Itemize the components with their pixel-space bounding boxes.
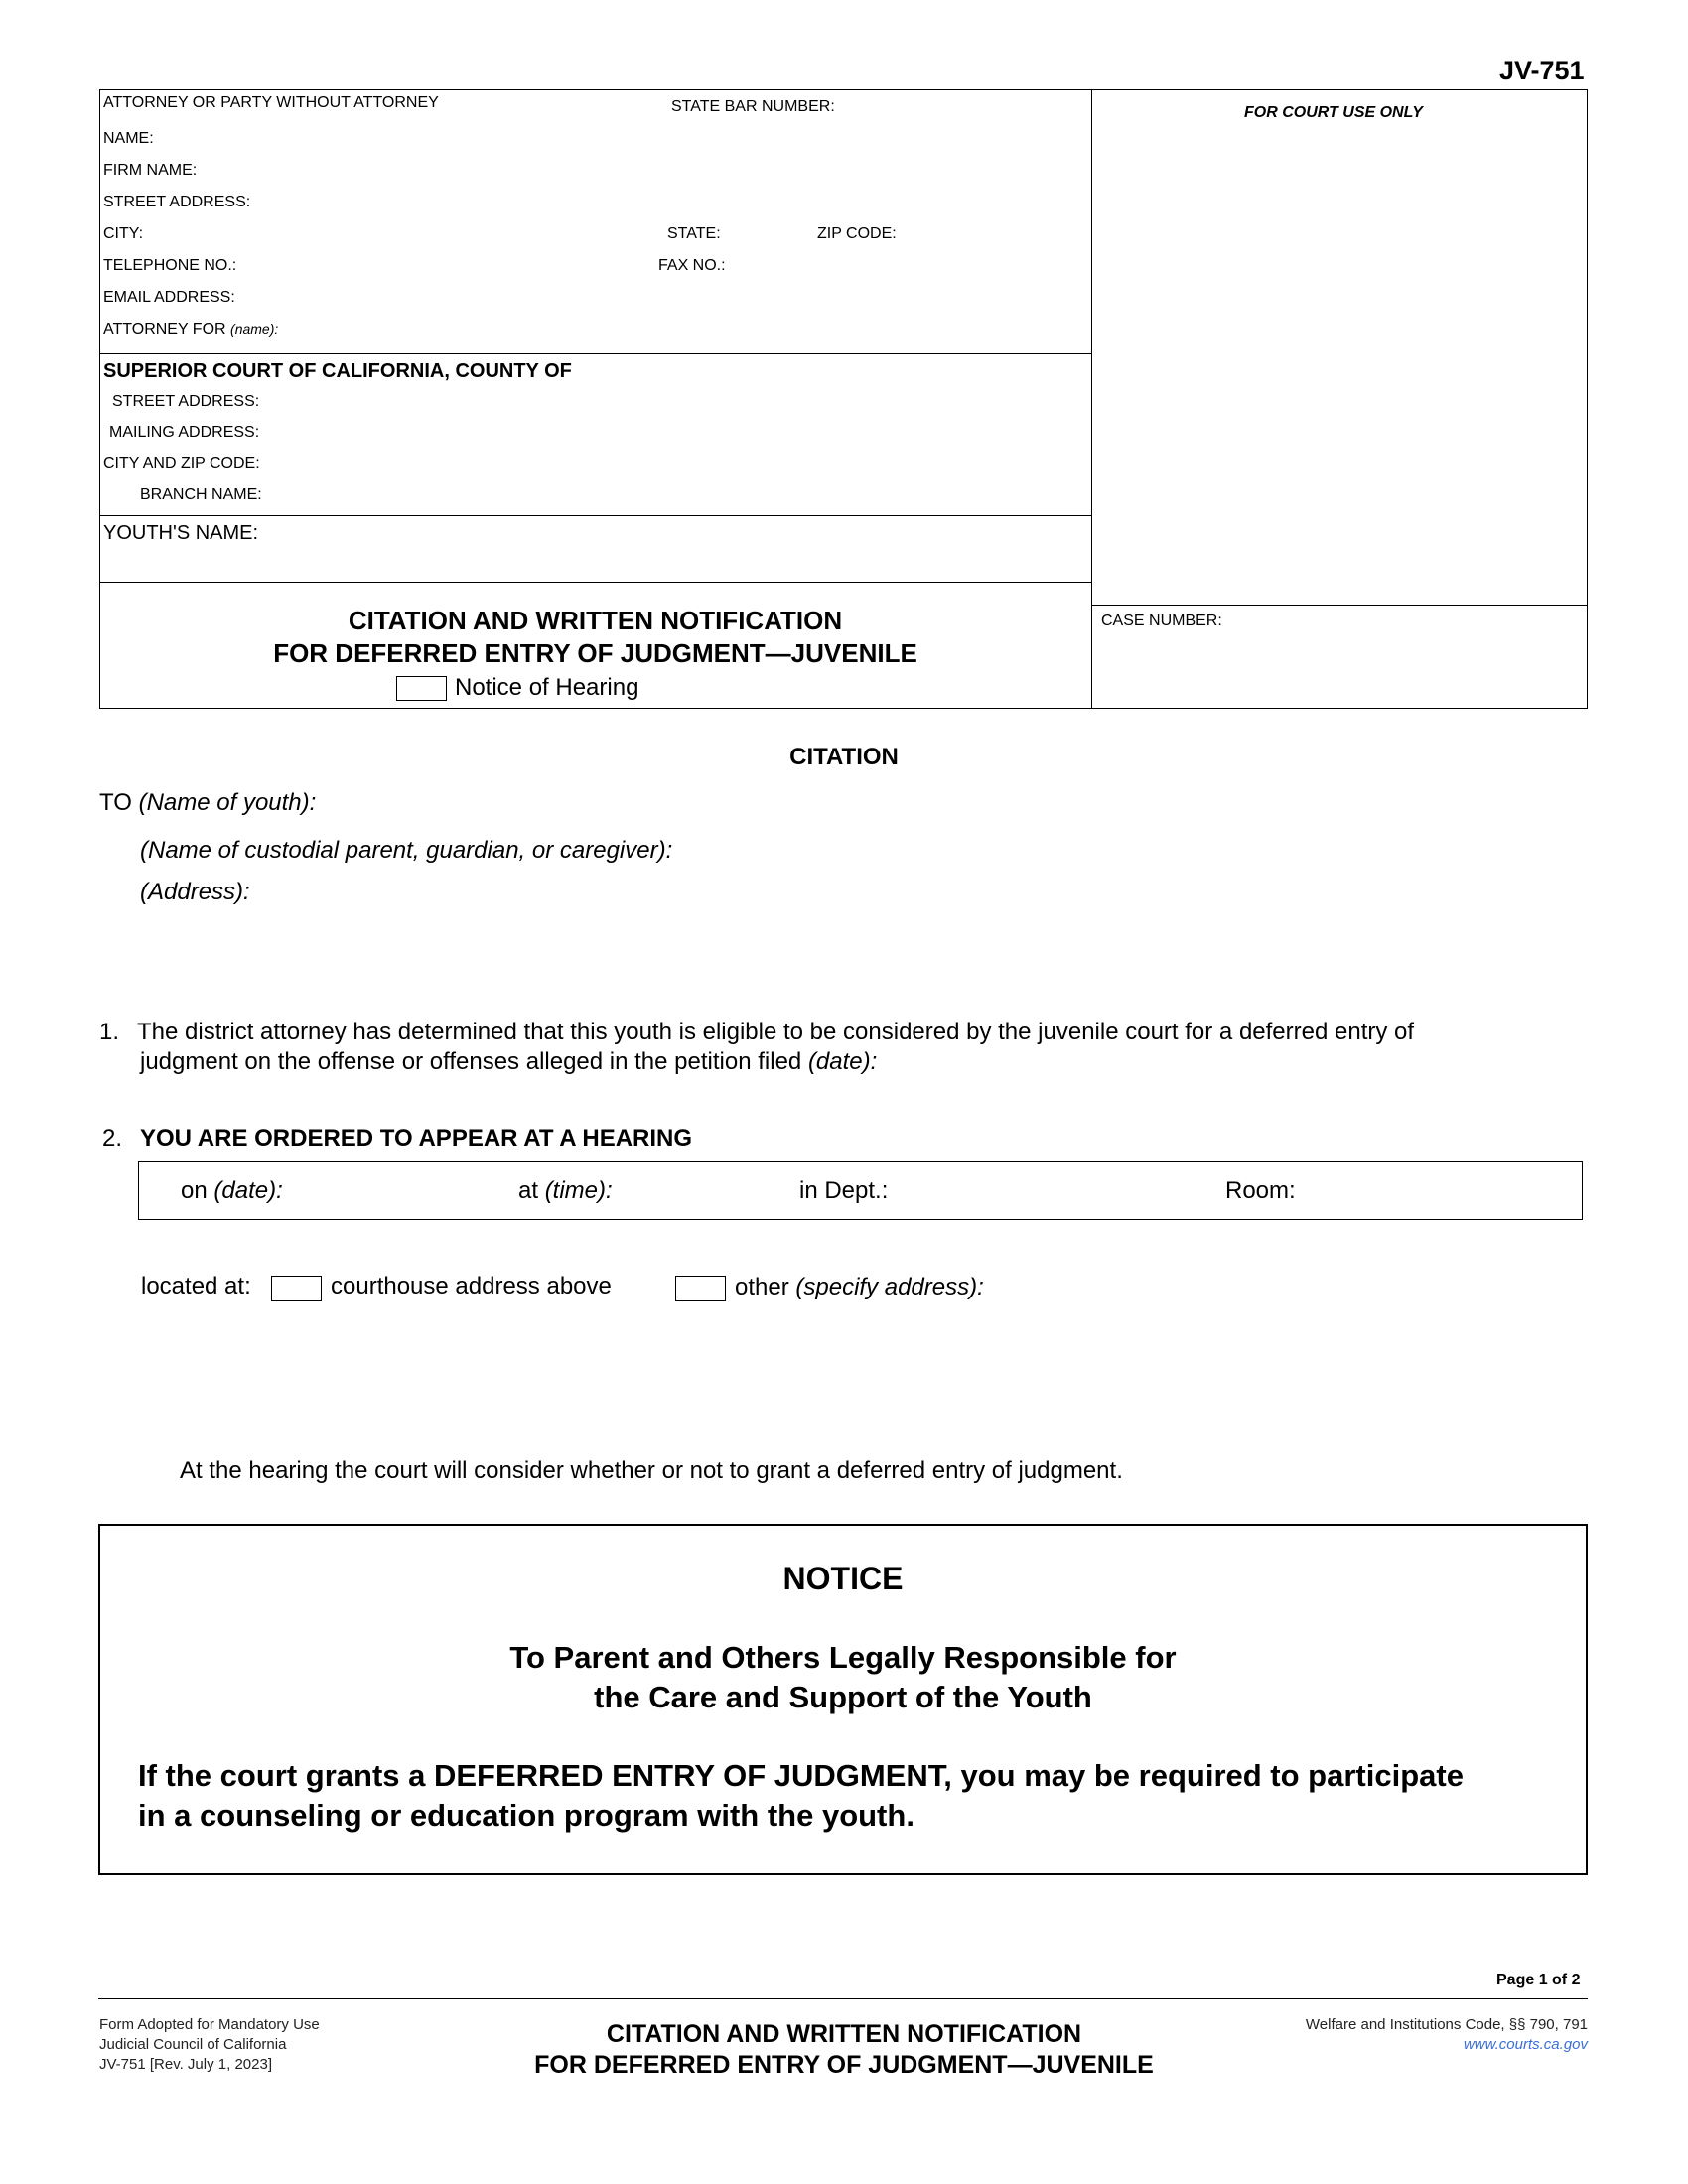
- footer-adopted-line3: JV-751 [Rev. July 1, 2023]: [99, 2056, 272, 2073]
- court-use-label: FOR COURT USE ONLY: [1244, 104, 1423, 121]
- city-label: CITY:: [103, 225, 144, 242]
- to-label: TO (Name of youth):: [99, 789, 317, 816]
- zip-label: ZIP CODE:: [817, 225, 897, 242]
- footer-adopted-line1: Form Adopted for Mandatory Use: [99, 2016, 320, 2033]
- telephone-label: TELEPHONE NO.:: [103, 257, 237, 274]
- notice-heading: NOTICE: [782, 1561, 904, 1596]
- hearing-time-label: at (time):: [518, 1177, 613, 1204]
- item2-heading: YOU ARE ORDERED TO APPEAR AT A HEARING: [140, 1125, 693, 1152]
- caption-line-youth: [99, 515, 1091, 516]
- firm-name-label: FIRM NAME:: [103, 162, 198, 179]
- footer-title-line1: CITATION AND WRITTEN NOTIFICATION: [606, 2020, 1082, 2048]
- footer-code: Welfare and Institutions Code, §§ 790, 791: [1305, 2016, 1588, 2033]
- other-address-checkbox[interactable]: [675, 1276, 726, 1301]
- caption-line-title: [99, 582, 1091, 583]
- form-number: JV-751: [1499, 56, 1585, 85]
- located-at-label: located at:: [141, 1273, 251, 1299]
- hearing-date-label: on (date):: [181, 1177, 283, 1204]
- attorney-heading: ATTORNEY OR PARTY WITHOUT ATTORNEY: [103, 94, 439, 111]
- notice-body-line1: If the court grants a DEFERRED ENTRY OF JUDGMENT, you may be required to participate: [138, 1758, 1464, 1793]
- address-label: (Address):: [140, 879, 250, 905]
- citation-heading: CITATION: [789, 744, 899, 770]
- courthouse-address-label: courthouse address above: [331, 1273, 612, 1299]
- item1-number: 1.: [99, 1019, 120, 1045]
- attorney-for-label: ATTORNEY FOR (name):: [103, 321, 279, 338]
- case-number-label: CASE NUMBER:: [1101, 613, 1222, 629]
- caption-line-case: [1091, 605, 1588, 606]
- form-title-line1: CITATION AND WRITTEN NOTIFICATION: [348, 606, 843, 635]
- item1-line1: The district attorney has determined that this youth is eligible to be considered by the juvenile court for a deferred entry of: [137, 1019, 1415, 1045]
- notice-of-hearing-label: Notice of Hearing: [455, 674, 639, 701]
- state-bar-label: STATE BAR NUMBER:: [671, 98, 835, 115]
- caption-line-court: [99, 353, 1091, 354]
- footer-title-line2: FOR DEFERRED ENTRY OF JUDGMENT—JUVENILE: [534, 2051, 1154, 2079]
- form-title-line2: FOR DEFERRED ENTRY OF JUDGMENT—JUVENILE: [273, 638, 917, 668]
- footer-rule: [98, 1998, 1588, 1999]
- court-city-zip-label: CITY AND ZIP CODE:: [103, 455, 260, 472]
- item1-line2: judgment on the offense or offenses alleged in the petition filed (date):: [140, 1048, 878, 1075]
- street-label: STREET ADDRESS:: [103, 194, 251, 210]
- youth-name-label: YOUTH'S NAME:: [103, 522, 259, 544]
- notice-body-line2: in a counseling or education program with the youth.: [138, 1798, 914, 1833]
- court-street-label: STREET ADDRESS:: [112, 393, 260, 410]
- notice-subheading-line1: To Parent and Others Legally Responsible for: [509, 1640, 1177, 1675]
- page-number: Page 1 of 2: [1496, 1972, 1581, 1988]
- notice-of-hearing-checkbox[interactable]: [396, 676, 447, 701]
- footer-adopted-line2: Judicial Council of California: [99, 2036, 287, 2053]
- name-label: NAME:: [103, 130, 154, 147]
- state-label: STATE:: [667, 225, 721, 242]
- court-branch-label: BRANCH NAME:: [140, 486, 262, 503]
- hearing-consider-text: At the hearing the court will consider whether or not to grant a deferred entry of judgment.: [180, 1457, 1123, 1484]
- hearing-room-label: Room:: [1225, 1177, 1296, 1204]
- email-label: EMAIL ADDRESS:: [103, 289, 235, 306]
- custodian-label: (Name of custodial parent, guardian, or caregiver):: [140, 837, 673, 864]
- footer-website-link[interactable]: www.courts.ca.gov: [1463, 2036, 1588, 2053]
- notice-subheading-line2: the Care and Support of the Youth: [594, 1680, 1092, 1714]
- caption-divider: [1091, 89, 1092, 709]
- court-mailing-label: MAILING ADDRESS:: [109, 424, 260, 441]
- courthouse-address-checkbox[interactable]: [271, 1276, 322, 1301]
- item2-number: 2.: [102, 1125, 123, 1152]
- other-address-label: other (specify address):: [735, 1274, 984, 1300]
- fax-label: FAX NO.:: [658, 257, 726, 274]
- hearing-dept-label: in Dept.:: [799, 1177, 889, 1204]
- court-heading: SUPERIOR COURT OF CALIFORNIA, COUNTY OF: [103, 360, 572, 382]
